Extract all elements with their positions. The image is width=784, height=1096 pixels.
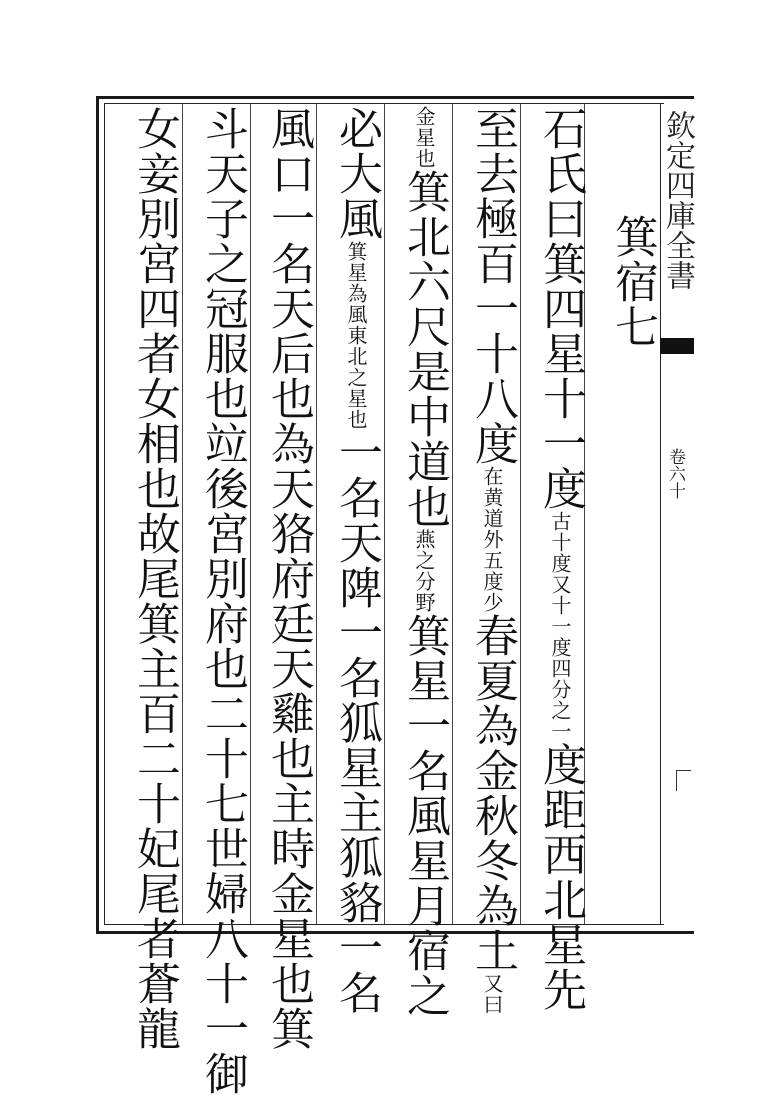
text-column: [330, 106, 382, 1015]
main-text: 箕北六尺是中道也: [399, 169, 450, 529]
main-text: 至去極百一十八度: [467, 106, 518, 466]
column-rule: [384, 104, 385, 924]
main-text: 必大風: [331, 106, 382, 241]
main-text: 斗天子之冠服也竝後宮別府也二十七世婦八十一御: [197, 106, 248, 1096]
main-text: 一名天陴一名狐星主狐貉一名: [331, 430, 382, 1015]
annotation-text: 又曰: [480, 973, 504, 1015]
text-column: [128, 106, 180, 1051]
annotation-text: 箕星為風東北之星也: [344, 241, 368, 430]
main-text: 春夏為金秋冬為土: [467, 613, 518, 973]
annotation-text: 古十度又十一度四分之一: [548, 511, 572, 742]
section-heading-column: [606, 214, 658, 349]
text-column: [398, 106, 450, 1018]
main-text: 石氏曰箕四星十一度: [535, 106, 586, 511]
annotation-text: 金星也: [412, 106, 436, 169]
column-rule: [520, 104, 521, 924]
book-edge-title: 欽定四庫全書: [660, 110, 695, 290]
main-text: 箕宿七: [607, 214, 658, 349]
main-text: 度距西北星先: [535, 742, 586, 1012]
juan-number: 卷六十: [665, 448, 685, 499]
column-rule: [316, 104, 317, 924]
column-rule: [182, 104, 183, 924]
main-text: 風口一名天后也為天狢府廷天雞也主時金星也箕: [263, 106, 314, 1051]
main-text: 箕星一名風星月宿之: [399, 613, 450, 1018]
main-text: 女妾別宮四者女相也故尾箕主百二十妃尾者蒼龍: [129, 106, 180, 1051]
annotation-text: 在黄道外五度少: [480, 466, 504, 613]
text-column: [466, 106, 518, 1015]
annotation-text: 燕之分野: [412, 529, 436, 613]
text-column: [534, 106, 586, 1012]
fishtail-mark: [660, 338, 694, 354]
text-column: [196, 106, 248, 1096]
column-rule: [250, 104, 251, 924]
column-rule: [452, 104, 453, 924]
fold-mark: [676, 770, 691, 791]
text-column: [262, 106, 314, 1051]
